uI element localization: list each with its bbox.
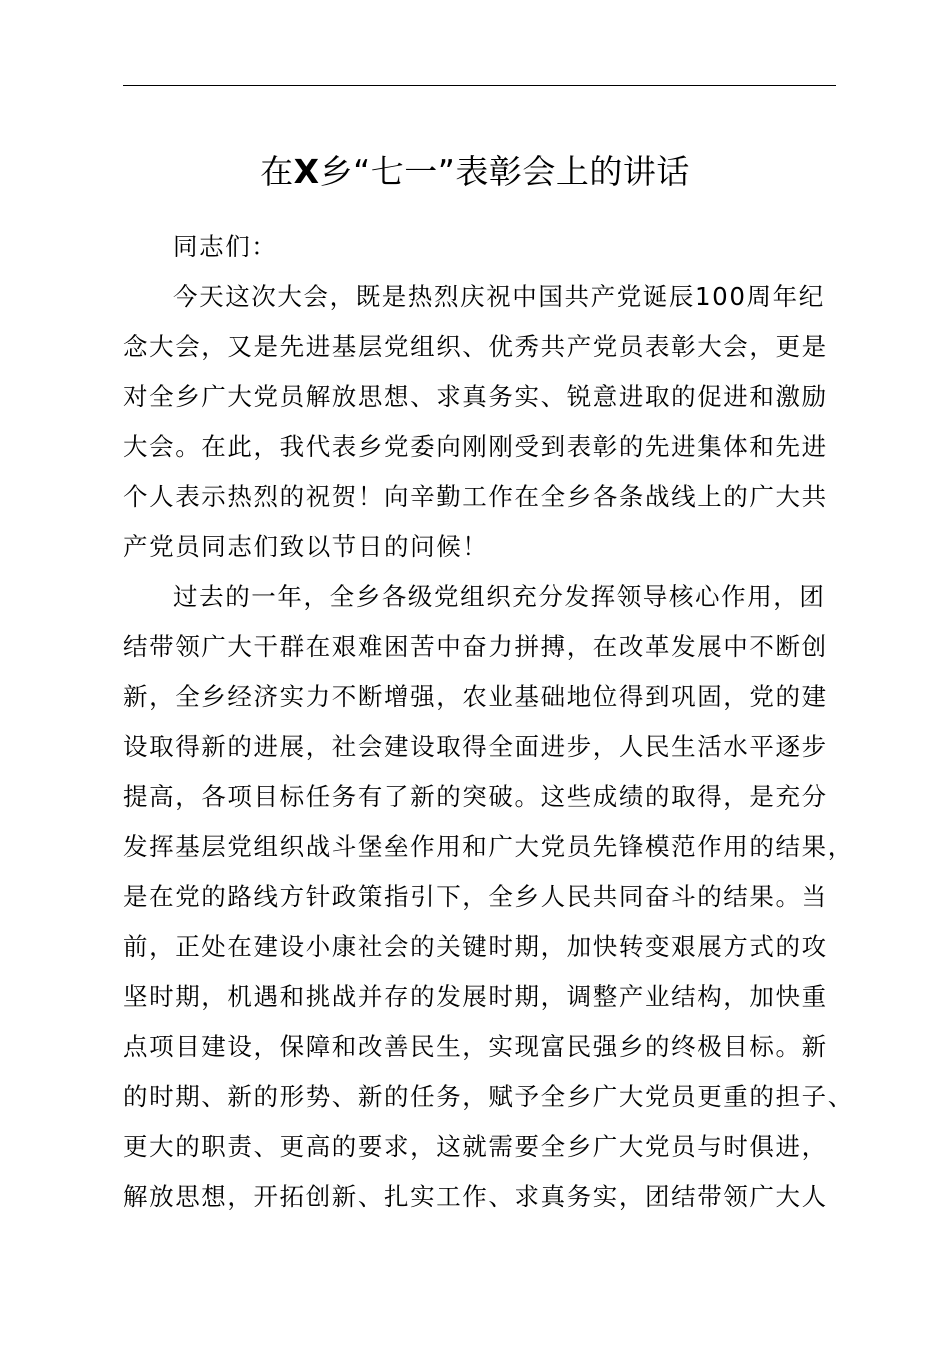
paragraph-line: 设取得新的进展，社会建设取得全面进步，人民生活水平逐步 [123, 732, 828, 761]
paragraph-line: 过去的一年，全乡各级党组织充分发挥领导核心作用，团 [173, 582, 826, 611]
paragraph-line: 大会。在此，我代表乡党委向刚刚受到表彰的先进集体和先进 [123, 432, 828, 461]
paragraph-line: 的时期、新的形势、新的任务，赋予全乡广大党员更重的担子、 [123, 1082, 854, 1111]
paragraph-line: 解放思想，开拓创新、扎实工作、求真务实，团结带领广大人 [123, 1182, 828, 1211]
paragraph-line: 结带领广大干群在艰难困苦中奋力拼搏，在改革发展中不断创 [123, 632, 828, 661]
document-body [123, 222, 854, 1222]
paragraph-line: 点项目建设，保障和改善民生，实现富民强乡的终极目标。新 [123, 1032, 828, 1061]
paragraph-line: 前，正处在建设小康社会的关键时期，加快转变艰展方式的攻 [123, 932, 828, 961]
title-suffix: 乡“七一”表彰会上的讲话 [319, 152, 690, 191]
salutation-line: 同志们： [173, 232, 278, 261]
document-title [0, 148, 950, 196]
paragraph-line: 提高，各项目标任务有了新的突破。这些成绩的取得，是充分 [123, 782, 828, 811]
header-rule [123, 85, 836, 86]
paragraph-line: 更大的职责、更高的要求，这就需要全乡广大党员与时俱进， [123, 1132, 828, 1161]
paragraph-line: 今天这次大会，既是热烈庆祝中国共产党诞辰100周年纪 [173, 282, 825, 311]
paragraph-line: 坚时期，机遇和挑战并存的发展时期，调整产业结构，加快重 [123, 982, 828, 1011]
paragraph-line: 发挥基层党组织战斗堡垒作用和广大党员先锋模范作用的结果， [123, 832, 854, 861]
paragraph-line: 对全乡广大党员解放思想、求真务实、锐意进取的促进和激励 [123, 382, 828, 411]
paragraph-line: 是在党的路线方针政策指引下，全乡人民共同奋斗的结果。当 [123, 882, 828, 911]
title-x: X [293, 152, 320, 191]
paragraph-line: 念大会，又是先进基层党组织、优秀共产党员表彰大会，更是 [123, 332, 828, 361]
paragraph-line: 新，全乡经济实力不断增强，农业基础地位得到巩固，党的建 [123, 682, 828, 711]
title-prefix: 在 [260, 152, 294, 191]
paragraph-line: 个人表示热烈的祝贺！向辛勤工作在全乡各条战线上的广大共 [123, 482, 828, 511]
paragraph-line: 产党员同志们致以节日的问候！ [123, 532, 489, 561]
